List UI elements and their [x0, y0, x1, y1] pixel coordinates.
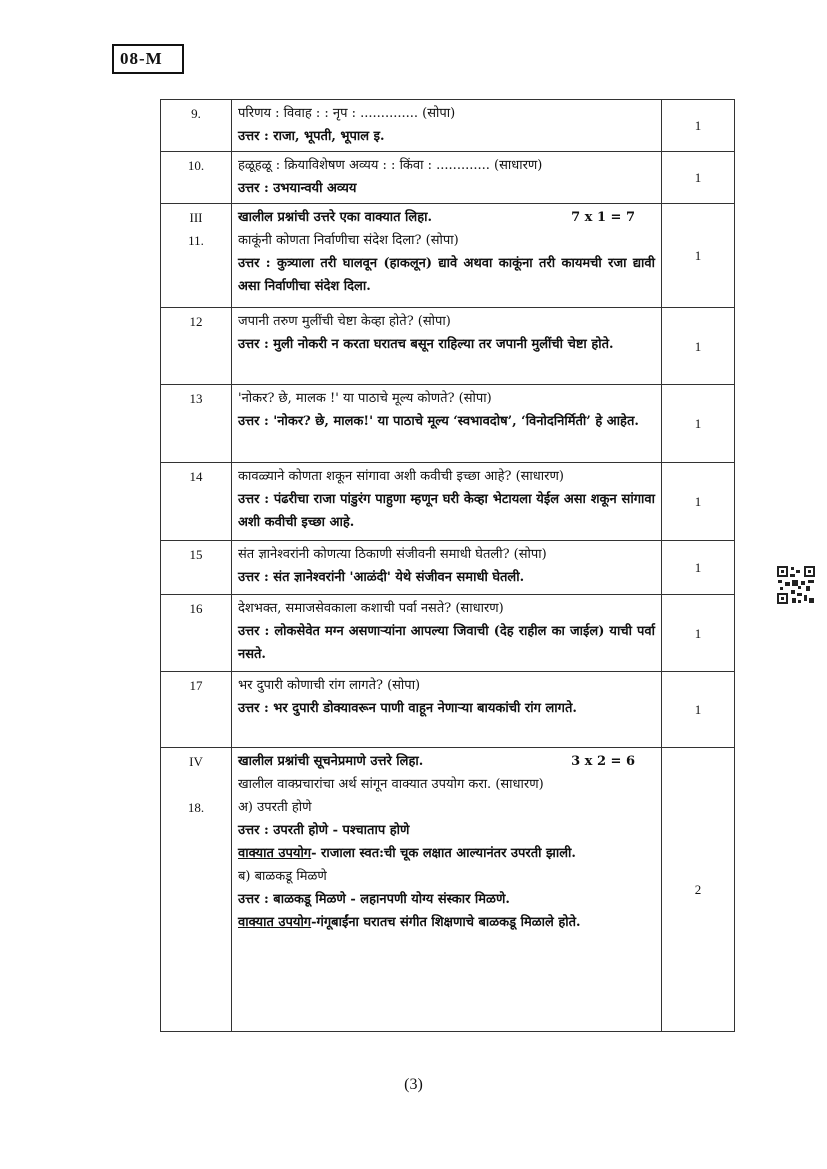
usage-b: [238, 911, 655, 934]
answer-a: उत्तर : उपरती होणे - पश्चाताप होणे: [238, 823, 410, 838]
number-cell: [161, 204, 232, 308]
answer-text: उत्तर : मुली नोकरी न करता घरातच बसून राहिल्या तर जपानी मुलींची चेष्टा होते.: [238, 337, 614, 352]
mark-value: 1: [694, 625, 702, 641]
usage-label: वाक्यात उपयोग: [238, 846, 312, 861]
mark-value: 1: [694, 494, 702, 509]
mark-value: 1: [694, 248, 702, 263]
question-text: कावळ्याने कोणता शकून सांगावा अशी कवीची इच्छा आहे? (साधारण): [238, 469, 564, 484]
question-number: III: [189, 210, 203, 225]
table-row-section-4: [161, 748, 735, 1032]
question-number: 17: [189, 678, 203, 693]
number-cell: [161, 748, 232, 1032]
question-text: भर दुपारी कोणाची रांग लागते? (सोपा): [238, 678, 421, 693]
paper-code: 08-M: [120, 49, 163, 68]
table-row: [161, 463, 735, 541]
answer-text: उत्तर : लोकसेवेत मग्न असणाऱ्यांना आपल्या जिवाची (देह राहील का जाईल) याची पर्वा नसते.: [238, 624, 655, 662]
table-row: [161, 595, 735, 672]
content-cell: [232, 152, 662, 204]
question-text: देशभक्त, समाजसेवकाला कशाची पर्वा नसते? (साधारण): [238, 601, 504, 616]
section-marks: 7 x 1 = 7: [571, 210, 635, 225]
mark-cell: [662, 748, 735, 1032]
mark-cell: [662, 595, 735, 672]
answer-text: उत्तर : संत ज्ञानेश्वरांनी 'आळंदी' येथे संजीवन समाधी घेतली.: [238, 570, 525, 585]
number-cell: [161, 595, 232, 672]
mark-cell: [662, 672, 735, 748]
qr-code-icon: [776, 565, 816, 605]
mark-cell: [662, 385, 735, 463]
answer-text: उत्तर : राजा, भूपती, भूपाल इ.: [238, 129, 385, 144]
section-number: IV: [189, 754, 203, 769]
usage-sentence: -गंगूबाईंना घरातच संगीत शिक्षणाचे बाळकडू मिळाले होते.: [311, 915, 581, 930]
question-number: 10.: [187, 158, 205, 173]
question-number: 15: [189, 547, 203, 562]
question-number: 14: [189, 469, 203, 484]
mark-cell: [662, 152, 735, 204]
table-row: [161, 204, 735, 308]
table-row: [161, 385, 735, 463]
mark-cell: [662, 100, 735, 152]
question-number: 9.: [191, 106, 201, 121]
mark-cell: [662, 463, 735, 541]
table-row: [161, 152, 735, 204]
question-number: 12: [189, 314, 203, 329]
question-text: संत ज्ञानेश्वरांनी कोणत्या ठिकाणी संजीवनी समाधी घेतली? (सोपा): [238, 547, 547, 562]
mark-value: 1: [694, 702, 702, 717]
answer-b: उत्तर : बाळकडू मिळणे - लहानपणी योग्य संस्कार मिळणे.: [238, 892, 510, 907]
answer-text: उत्तर : 'नोकर? छे, मालक!' या पाठाचे मूल्य ‘स्वभावदोष’, ‘विनोदनिर्मिती’ हे आहेत.: [238, 414, 639, 429]
number-cell: [161, 672, 232, 748]
answer-text: उत्तर : भर दुपारी डोक्यावरून पाणी वाहून नेणाऱ्या बायकांची रांग लागते.: [238, 701, 577, 716]
question-number: 13: [189, 391, 203, 406]
number-cell: [161, 152, 232, 204]
mark-value: 1: [694, 170, 702, 185]
question-number: 16: [189, 601, 203, 616]
content-cell: [232, 204, 662, 308]
content-cell: [232, 541, 662, 595]
question-number: 18.: [187, 800, 205, 815]
paper-code-box: [112, 44, 184, 74]
sub-question-b: ब) बाळकडू मिळणे: [238, 869, 327, 884]
usage-label: वाक्यात उपयोग: [238, 915, 312, 930]
section-title: खालील प्रश्नांची सूचनेप्रमाणे उत्तरे लिहा.: [238, 754, 424, 769]
sub-question-a: अ) उपरती होणे: [238, 800, 312, 815]
number-cell: [161, 385, 232, 463]
number-cell: [161, 100, 232, 152]
section-heading: [238, 750, 655, 773]
mark-cell: [662, 541, 735, 595]
question-number-sub: 11.: [188, 233, 204, 248]
content-cell: [232, 100, 662, 152]
number-cell: [161, 463, 232, 541]
mark-value: 1: [694, 118, 702, 133]
question-text: परिणय : विवाह : : नृप : .............. (सोपा): [238, 106, 456, 121]
section-heading: [238, 206, 655, 229]
mark-value: 1: [694, 416, 702, 431]
content-cell: [232, 385, 662, 463]
mark-cell: [662, 308, 735, 385]
table-row: [161, 100, 735, 152]
table-row: [161, 308, 735, 385]
question-text: 'नोकर? छे, मालक !' या पाठाचे मूल्य कोणते? (सोपा): [238, 391, 492, 406]
question-text: काकूंनी कोणता निर्वाणीचा संदेश दिला? (सोपा): [238, 233, 459, 248]
mark-value: 1: [694, 560, 702, 575]
usage-a: [238, 842, 655, 865]
section-marks: 3 x 2 = 6: [571, 754, 635, 769]
mark-value: 1: [694, 338, 702, 354]
answer-table: [160, 99, 735, 1032]
instruction-text: खालील वाक्प्रचारांचा अर्थ सांगून वाक्यात उपयोग करा. (साधारण): [238, 777, 544, 792]
answer-text: उत्तर : उभयान्वयी अव्यय: [238, 181, 357, 196]
content-cell: [232, 463, 662, 541]
answer-text: उत्तर : कुत्र्याला तरी घालवून (हाकलून) द्यावे अथवा काकूंना तरी कायमची रजा द्यावी असा निर्वाणीचा संदेश दिला.: [238, 256, 655, 294]
answer-text: उत्तर : पंढरीचा राजा पांडुरंग पाहुणा म्हणून घरी केव्हा भेटायला येईल असा शकून सांगावा अशी कवीची इच्छा आहे.: [238, 492, 655, 530]
mark-value: 2: [694, 882, 702, 897]
mark-cell: [662, 204, 735, 308]
content-cell: [232, 672, 662, 748]
page-number: (3): [404, 1076, 423, 1093]
number-cell: [161, 541, 232, 595]
question-text: जपानी तरुण मुलींची चेष्टा केव्हा होते? (सोपा): [238, 314, 451, 329]
usage-sentence: - राजाला स्वत:ची चूक लक्षात आल्यानंतर उपरती झाली.: [311, 846, 576, 861]
table-row: [161, 672, 735, 748]
section-title: खालील प्रश्नांची उत्तरे एका वाक्यात लिहा.: [238, 210, 433, 225]
table-row: [161, 541, 735, 595]
content-cell: [232, 308, 662, 385]
question-text: हळूहळू : क्रियाविशेषण अव्यय : : किंवा : ............. (साधारण): [238, 158, 543, 173]
content-cell: [232, 748, 662, 1032]
number-cell: [161, 308, 232, 385]
content-cell: [232, 595, 662, 672]
